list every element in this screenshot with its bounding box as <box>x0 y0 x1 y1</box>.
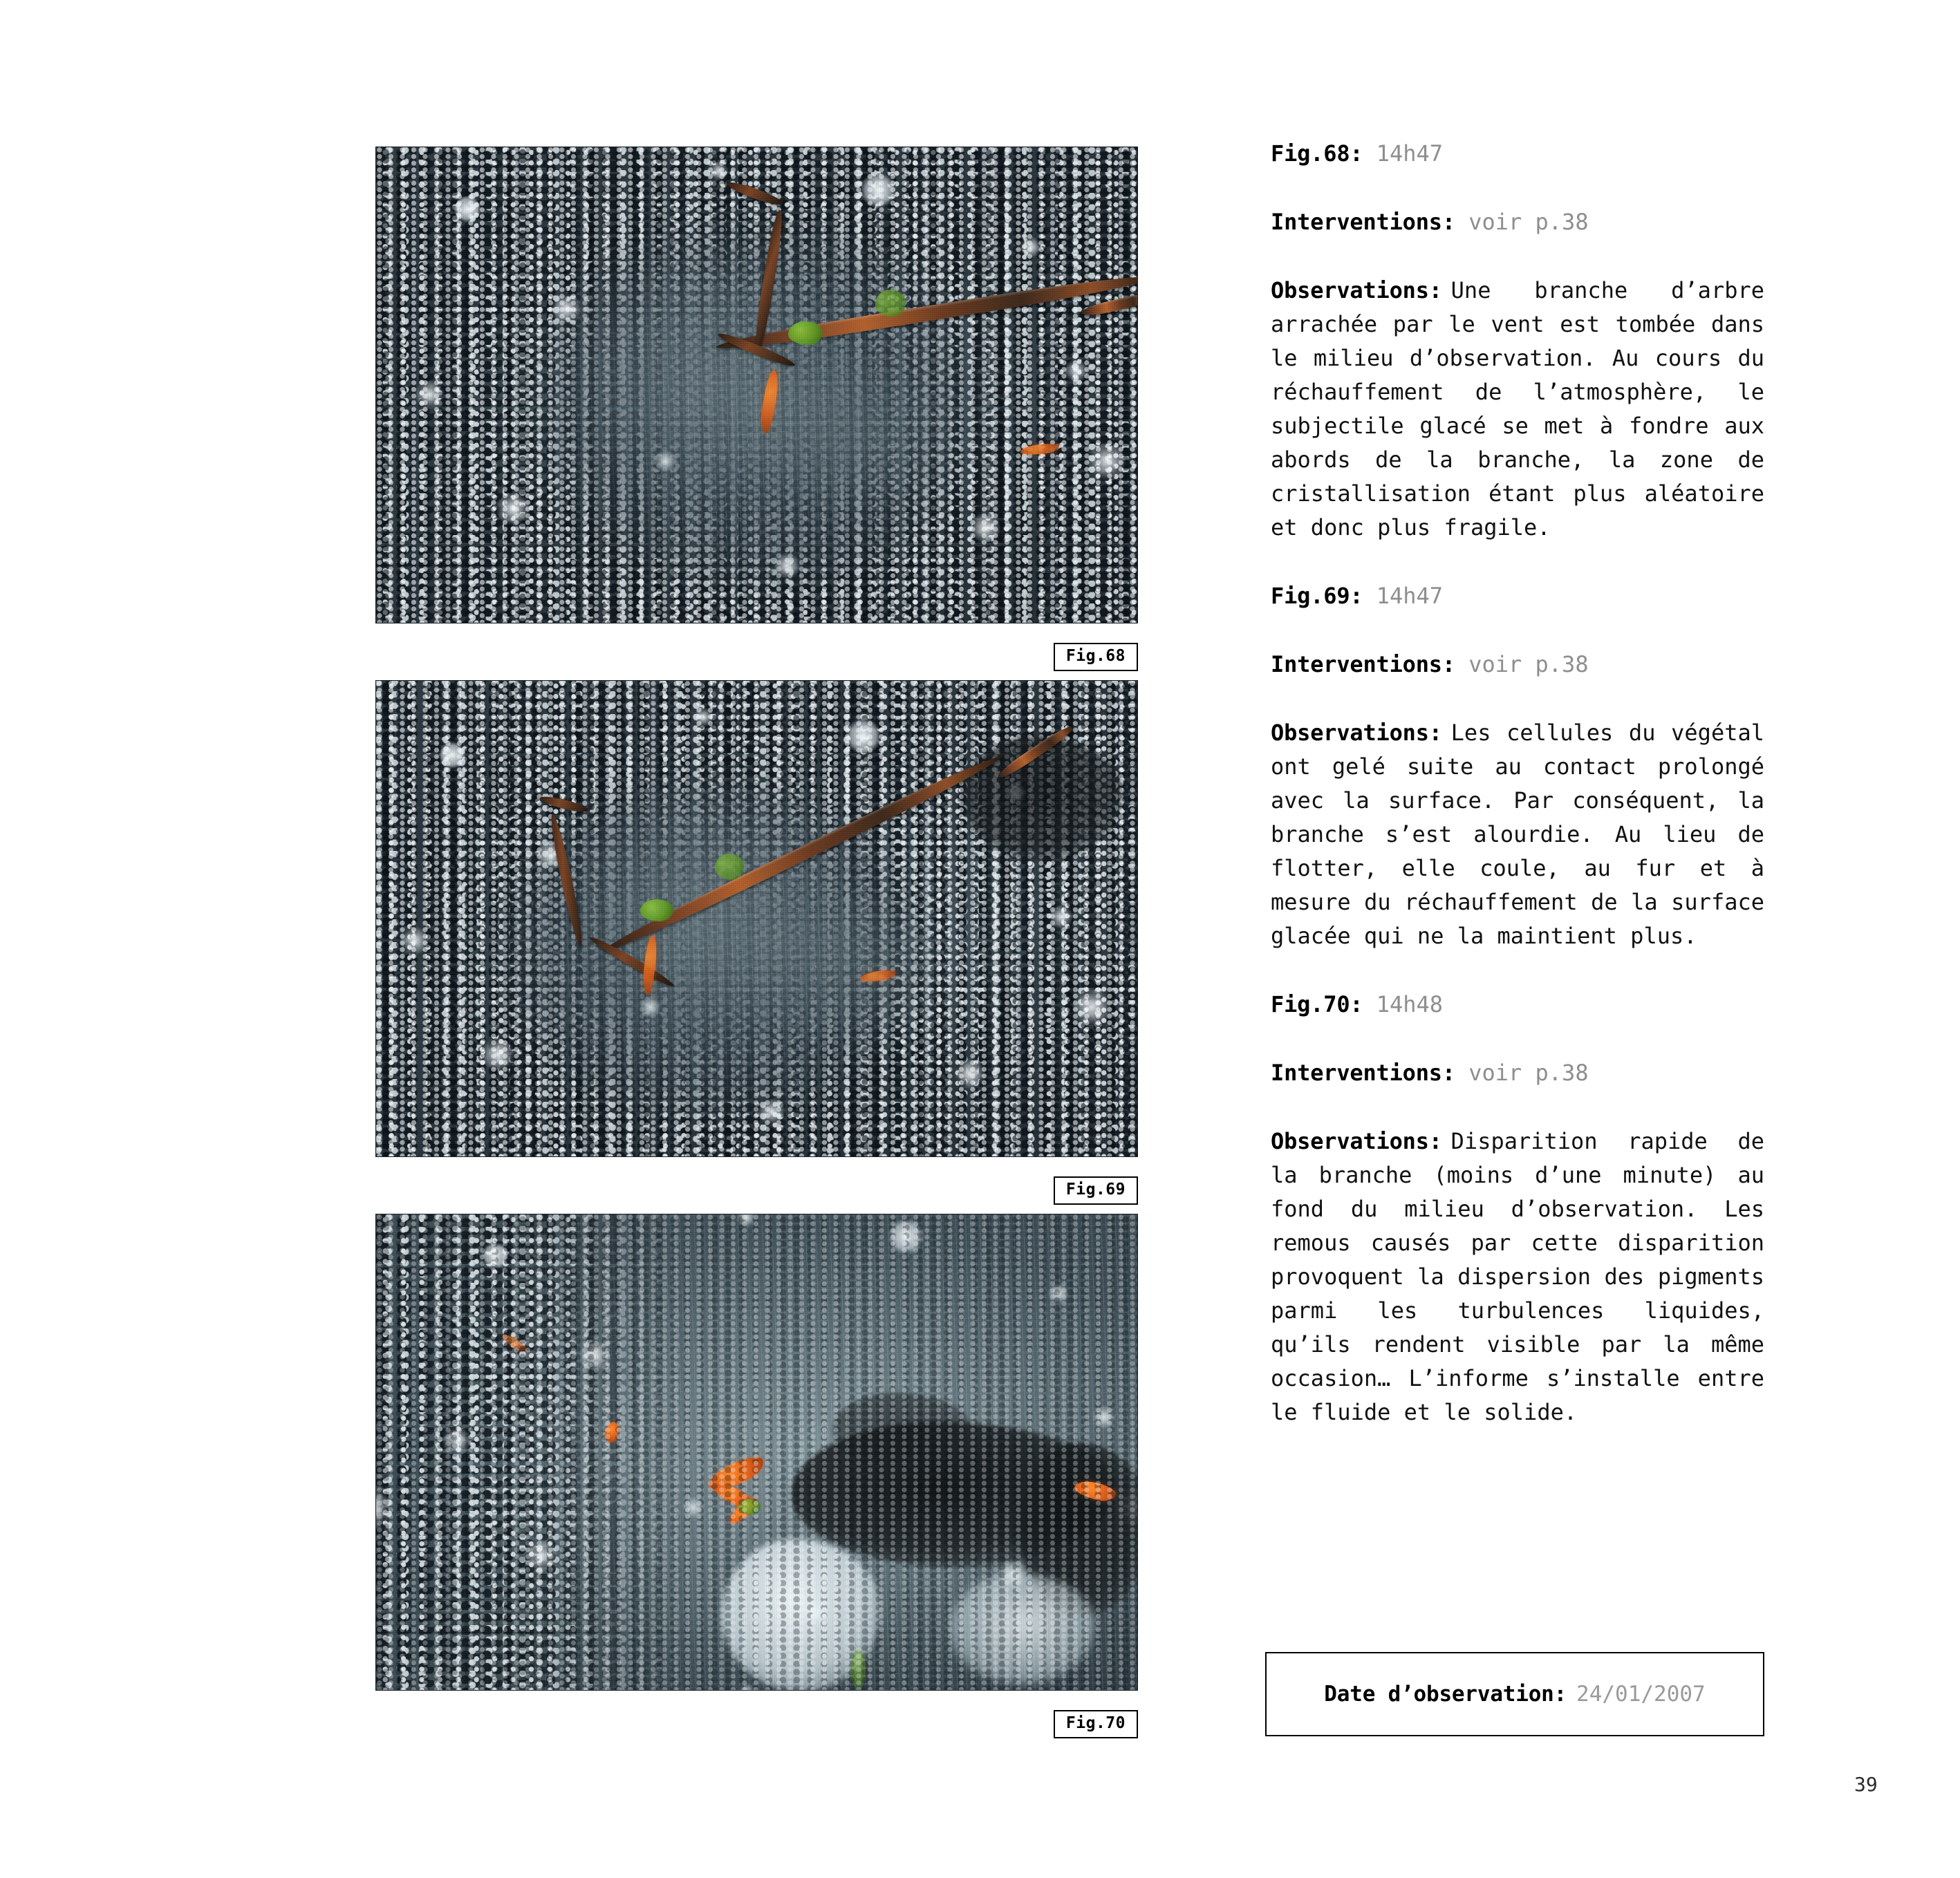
fig-label-70: Fig.70: <box>1271 991 1363 1017</box>
page-number: 39 <box>1854 1773 1878 1796</box>
date-observation-inner <box>1324 1681 1706 1707</box>
date-observation-label: Date d’observation: <box>1324 1681 1567 1707</box>
fig-time-row-70 <box>1271 988 1764 1022</box>
interventions-row-68 <box>1271 205 1764 239</box>
photo-grain-layer <box>376 1214 1137 1690</box>
observations-label-70: Observations: <box>1271 1128 1442 1154</box>
observation-text-column <box>1271 137 1764 1464</box>
fig-time-70: 14h48 <box>1376 991 1444 1017</box>
figure-badge-68: Fig.68 <box>1054 643 1138 671</box>
figure-badge-70: Fig.70 <box>1054 1710 1138 1738</box>
photo-grain-layer <box>376 681 1137 1156</box>
interventions-value-69: voir p.38 <box>1468 651 1589 677</box>
interventions-row-69 <box>1271 648 1764 682</box>
fig-label-69: Fig.69: <box>1271 583 1363 609</box>
date-observation-value: 24/01/2007 <box>1576 1681 1706 1707</box>
photo-fig-68 <box>375 147 1138 623</box>
interventions-value-70: voir p.38 <box>1468 1060 1589 1086</box>
observations-text-69: Les cellules du végétal ont gelé suite au contact prolongé avec la surface. Par conséquent, la branche s’est alourdie. Au lieu de flotter, elle coule, au fur et à mesure du réchauffement de la surface glacée qui ne la maintient plus. <box>1271 720 1764 949</box>
interventions-label-68: Interventions: <box>1271 209 1455 235</box>
figure-block-68 <box>375 147 1138 665</box>
observations-label-69: Observations: <box>1271 720 1442 746</box>
observations-label-68: Observations: <box>1271 277 1442 303</box>
fig-label-68: Fig.68: <box>1271 140 1363 167</box>
observations-paragraph-69 <box>1271 716 1764 953</box>
photo-grain-layer <box>376 147 1137 623</box>
fig-time-row-69 <box>1271 579 1764 613</box>
photo-fig-69 <box>375 680 1138 1157</box>
observation-entry-69 <box>1271 579 1764 953</box>
observations-paragraph-68 <box>1271 274 1764 545</box>
figure-block-69 <box>375 680 1138 1199</box>
fig-time-68: 14h47 <box>1376 140 1444 167</box>
observations-text-68: Une branche d’arbre arrachée par le vent est tombée dans le milieu d’observation. Au cours du réchauffement de l’atmosphère, le subjectile glacé se met à fondre aux abords de la branche, la zone de cristallisation étant plus aléatoire et donc plus fragile. <box>1271 277 1764 541</box>
photo-fig-70 <box>375 1214 1138 1691</box>
interventions-value-68: voir p.38 <box>1468 209 1589 235</box>
figure-badge-69: Fig.69 <box>1054 1176 1138 1205</box>
observations-paragraph-70 <box>1271 1125 1764 1429</box>
interventions-row-70 <box>1271 1056 1764 1090</box>
observations-text-70: Disparition rapide de la branche (moins d’une minute) au fond du milieu d’observation. Les remous causés par cette disparition provoquent la dispersion des pigments parmi les turbulences liquides, qu’ils rendent visible par la même occasion… L’informe s’installe entre le fluide et le solide. <box>1271 1128 1764 1425</box>
fig-time-69: 14h47 <box>1376 583 1444 609</box>
figure-block-70 <box>375 1214 1138 1732</box>
interventions-label-70: Interventions: <box>1271 1060 1455 1086</box>
date-observation-box <box>1265 1652 1764 1736</box>
observation-entry-70 <box>1271 988 1764 1429</box>
interventions-label-69: Interventions: <box>1271 651 1455 677</box>
fig-time-row-68 <box>1271 137 1764 171</box>
observation-entry-68 <box>1271 137 1764 545</box>
